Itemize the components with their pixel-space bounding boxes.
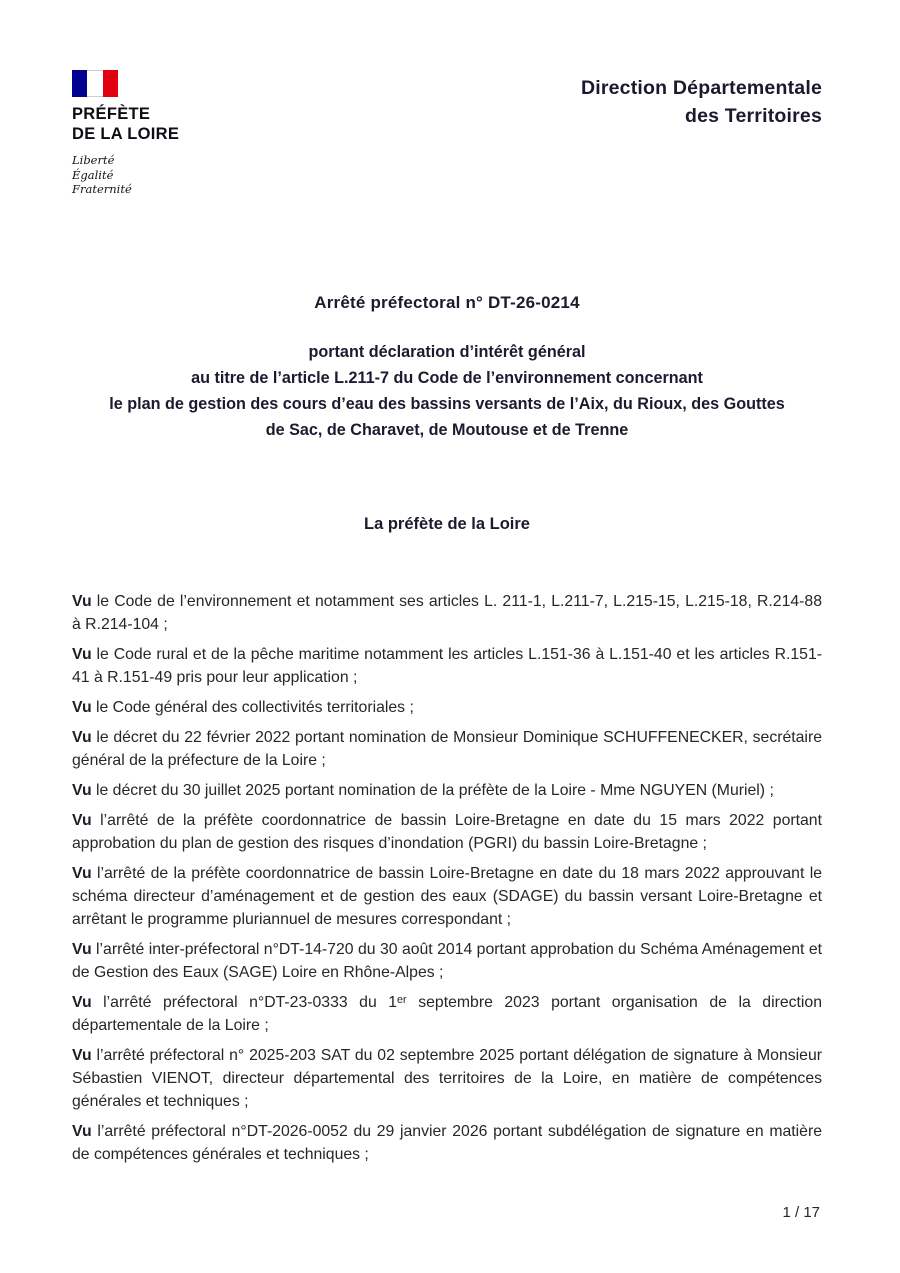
vu-lead: Vu [72, 592, 92, 610]
vu-lead: Vu [72, 811, 92, 829]
vu-lead: Vu [72, 698, 92, 716]
vu-paragraph: Vu l’arrêté de la préfète coordonnatrice de bassin Loire-Bretagne en date du 15 mars 2022 portant approbation du plan de gestion des risques d’inondation (PGRI) du bassin Loire-Bretagne ; [72, 811, 822, 852]
vu-paragraph: Vu l’arrêté inter-préfectoral n°DT-14-720 du 30 août 2014 portant approbation du Schéma Aménagement et de Gestion des Eaux (SAGE) Loire en Rhône-Alpes ; [72, 940, 822, 981]
document-subtitle [72, 339, 822, 443]
subtitle-line: au titre de l’article L.211-7 du Code de l’environnement concernant [191, 368, 703, 387]
subtitle-line: le plan de gestion des cours d’eau des bassins versants de l’Aix, du Rioux, des Gouttes [109, 394, 785, 413]
motto-fraternite: Fraternité [72, 182, 132, 196]
vu-paragraph: Vu l’arrêté de la préfète coordonnatrice de bassin Loire-Bretagne en date du 18 mars 2022 approuvant le schéma directeur d’aménagement et de gestion des eaux (SDAGE) du bassin versant Loire-Bretagne et arrêtant le programme pluriannuel de mesures correspondant ; [72, 864, 822, 928]
vu-paragraph: Vu l’arrêté préfectoral n°DT-23-0333 du 1ᵉʳ septembre 2023 portant organisation de la direction départementale de la Loire ; [72, 993, 822, 1034]
vu-lead: Vu [72, 1046, 92, 1064]
prefecture-name [72, 104, 179, 144]
vu-lead: Vu [72, 993, 92, 1011]
vu-lead: Vu [72, 1122, 92, 1140]
prefecture-logo-block [72, 68, 179, 197]
prefecture-name-line1: PRÉFÈTE [72, 105, 151, 123]
vu-paragraph: Vu le Code général des collectivités territoriales ; [72, 698, 414, 716]
vu-paragraph: Vu le Code de l’environnement et notamment ses articles L. 211-1, L.211-7, L.215-15, L.215-18, R.214-88 à R.214-104 ; [72, 592, 822, 633]
vu-lead: Vu [72, 864, 92, 882]
directorate-line2: des Territoires [684, 105, 822, 127]
vu-lead: Vu [72, 940, 92, 958]
page-number: 1 / 17 [782, 1204, 820, 1221]
flag-stripe-white [87, 70, 103, 97]
prefecture-name-line2: DE LA LOIRE [72, 125, 180, 143]
vu-paragraph: Vu le décret du 22 février 2022 portant nomination de Monsieur Dominique SCHUFFENECKER, secrétaire général de la préfecture de la Loire ; [72, 728, 822, 769]
subtitle-line: de Sac, de Charavet, de Moutouse et de Trenne [265, 420, 629, 439]
subtitle-line: portant déclaration d’intérêt général [308, 342, 586, 361]
directorate-line1: Direction Départementale [580, 77, 822, 99]
french-flag-icon [72, 70, 118, 97]
directorate-title [581, 74, 822, 130]
vu-paragraph: Vu l’arrêté préfectoral n° 2025-203 SAT du 02 septembre 2025 portant délégation de signature à Monsieur Sébastien VIENOT, directeur départemental des territoires de la Loire, en matière de compétences générales et techniques ; [72, 1046, 822, 1110]
motto-liberte: Liberté [72, 153, 115, 167]
document-title: Arrêté préfectoral n° DT-26-0214 [314, 292, 580, 312]
vu-paragraph: Vu l’arrêté préfectoral n°DT-2026-0052 du 29 janvier 2026 portant subdélégation de signature en matière de compétences générales et techniques ; [72, 1122, 822, 1163]
vu-paragraph: Vu le Code rural et de la pêche maritime notamment les articles L.151-36 à L.151-40 et les articles R.151-41 à R.151-49 pris pour leur application ; [72, 645, 822, 686]
motto-egalite: Égalité [72, 167, 114, 182]
salutation: La préfète de la Loire [364, 514, 530, 533]
vu-paragraphs [72, 590, 822, 1166]
republic-motto [72, 153, 179, 197]
vu-lead: Vu [72, 728, 92, 746]
document-header [72, 68, 822, 197]
flag-stripe-red [103, 70, 118, 97]
vu-paragraph: Vu le décret du 30 juillet 2025 portant nomination de la préfète de la Loire - Mme NGUYEN (Muriel) ; [72, 781, 774, 799]
vu-lead: Vu [72, 645, 92, 663]
vu-lead: Vu [72, 781, 92, 799]
flag-stripe-blue [72, 70, 87, 97]
